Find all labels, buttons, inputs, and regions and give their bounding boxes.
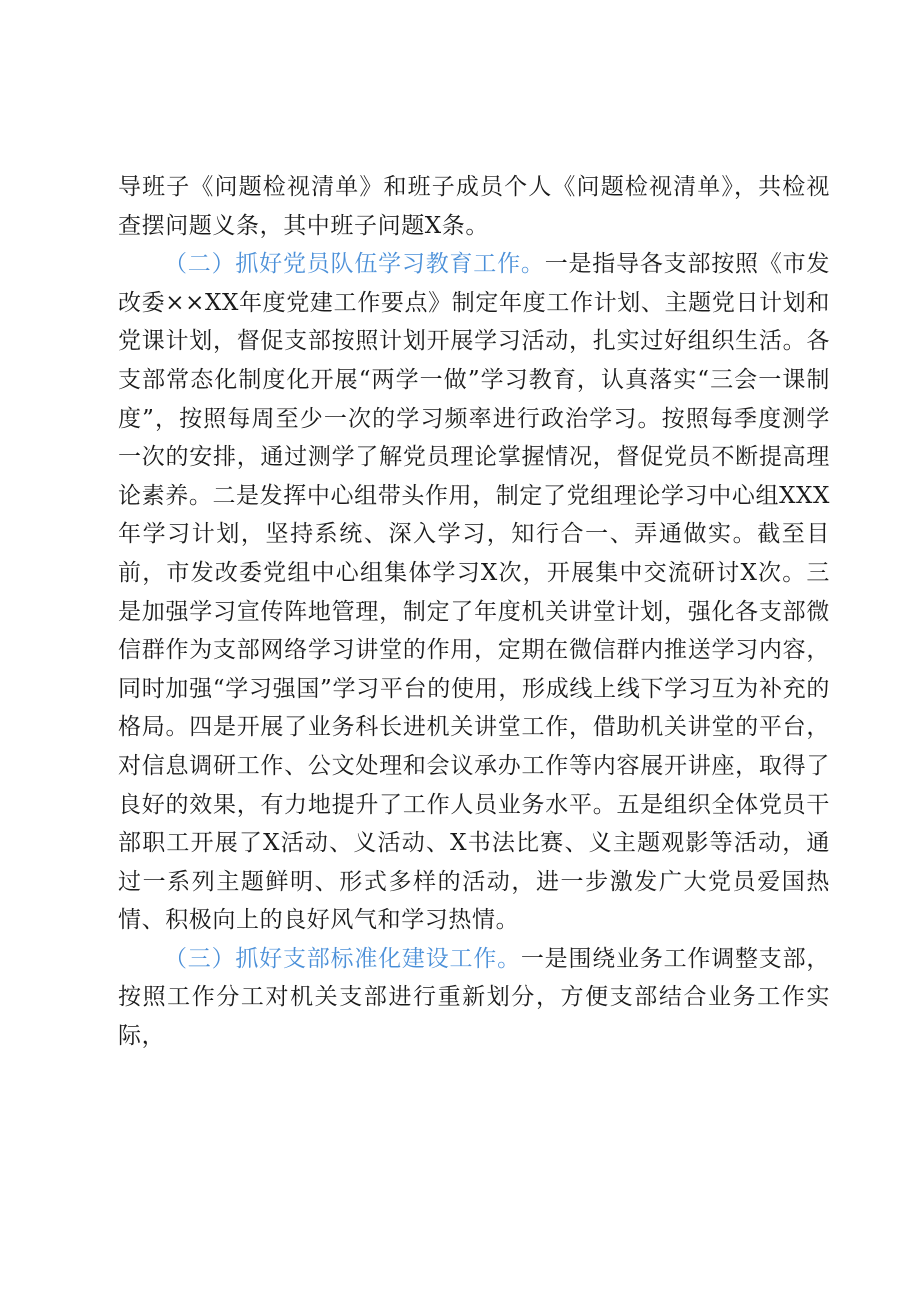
paragraph-branch-standardization: [118, 940, 830, 1056]
paragraph-body-branch-standardization: 一是围绕业务工作调整支部，按照工作分工对机关支部进行重新划分，方便支部结合业务工作实际，: [118, 945, 830, 1050]
section-heading-study-education: （二）抓好党员队伍学习教育工作。: [164, 251, 545, 278]
paragraph-text: 导班子《问题检视清单》和班子成员个人《问题检视清单》，共检视查摆问题义条，其中班子问题X条。: [118, 174, 830, 239]
document-body: [118, 168, 830, 1056]
paragraph-body-study-education: 一是指导各支部按照《市发改委××XX年度党建工作要点》制定年度工作计划、主题党日计划和党课计划，督促支部按照计划开展学习活动，扎实过好组织生活。各支部常态化制度化开展“两学一做”学习教育，认真落实“三会一课制度”，按照每周至少一次的学习频率进行政治学习。按照每季度测学一次的安排，通过测学了解党员理论掌握情况，督促党员不断提高理论素养。二是发挥中心组带头作用，制定了党组理论学习中心组XXX年学习计划，坚持系统、深入学习，知行合一、弄通做实。截至目前，市发改委党组中心组集体学习X次，开展集中交流研讨X次。三是加强学习宣传阵地管理，制定了年度机关讲堂计划，强化各支部微信群作为支部网络学习讲堂的作用，定期在微信群内推送学习内容，同时加强“学习强国”学习平台的使用，形成线上线下学习互为补充的格局。四是开展了业务科长进机关讲堂工作，借助机关讲堂的平台，对信息调研工作、公文处理和会议承办工作等内容展开讲座，取得了良好的效果，有力地提升了工作人员业务水平。五是组织全体党员干部职工开展了X活动、义活动、X书法比赛、义主题观影等活动，通过一系列主题鲜明、形式多样的活动，进一步激发广大党员爱国热情、积极向上的良好风气和学习热情。: [118, 251, 831, 934]
paragraph-study-education: [118, 245, 830, 940]
section-heading-branch-standardization: （三）抓好支部标准化建设工作。: [164, 945, 521, 972]
paragraph-continued: [118, 168, 830, 245]
